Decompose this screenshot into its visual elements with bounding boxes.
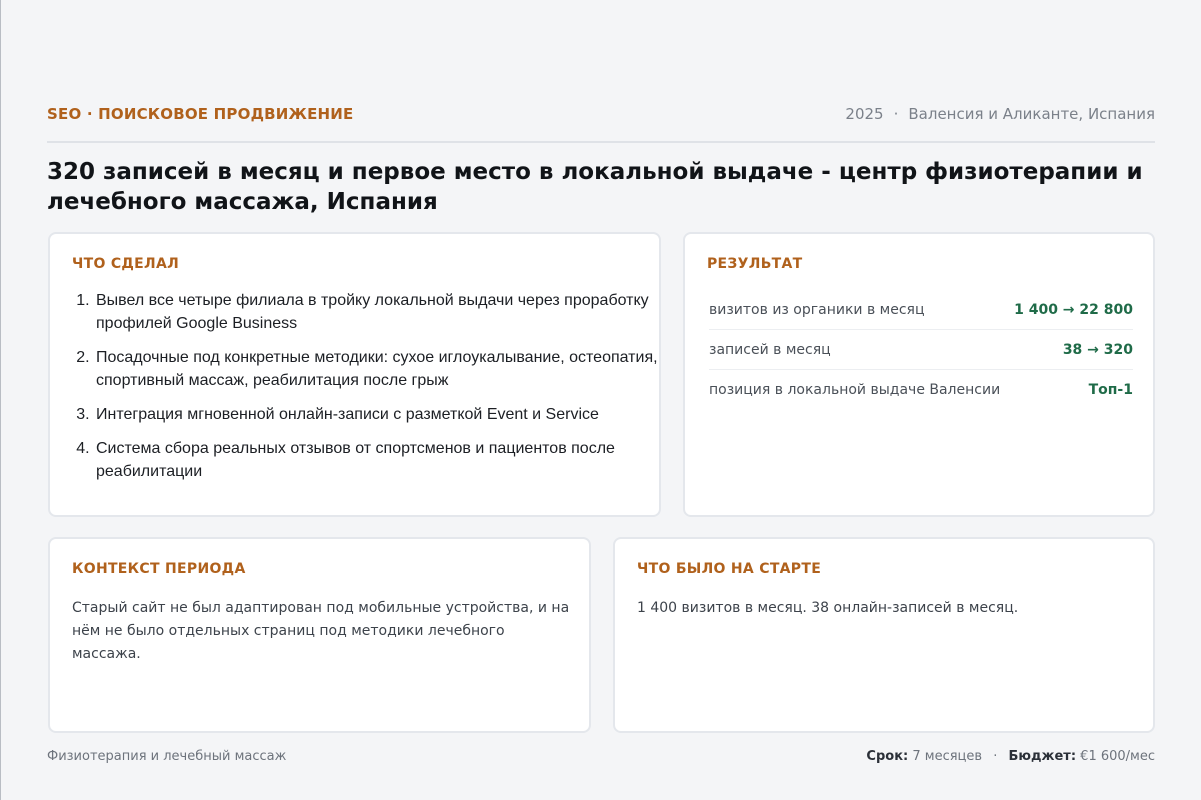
metric-value: 1 400 → 22 800 — [1014, 301, 1133, 318]
start-text: 1 400 визитов в месяц. 38 онлайн-записей в месяц. — [637, 600, 1019, 616]
context-text: Старый сайт не был адаптирован под мобильные устройства, и на нём не было отдельных страниц под методики лечебного массажа. — [72, 600, 570, 662]
metric-row — [709, 330, 1133, 370]
metric-row — [709, 290, 1133, 330]
result-card — [683, 232, 1155, 517]
metric-label: визитов из органики в месяц — [709, 301, 925, 318]
metric-value: Топ-1 — [1088, 382, 1133, 398]
term-value: 7 месяцев — [912, 749, 983, 764]
metrics-table — [709, 290, 1133, 410]
budget-value: €1 600/мес — [1080, 749, 1155, 764]
meta-separator: · — [893, 105, 899, 123]
context-card — [48, 537, 591, 733]
what-done-heading: ЧТО СДЕЛАЛ — [72, 256, 180, 272]
start-card — [613, 537, 1155, 733]
case-title: 320 записей в месяц и первое место в локальной выдаче - центр физиотерапии и лечебного массажа, Испания — [47, 159, 1143, 215]
what-done-card — [48, 232, 661, 517]
case-header — [47, 105, 1155, 143]
metric-value: 38 → 320 — [1062, 341, 1133, 358]
terms-separator: · — [993, 749, 998, 764]
metric-row — [709, 370, 1133, 410]
niche-label: Физиотерапия и лечебный массаж — [47, 749, 287, 764]
metric-label: записей в месяц — [709, 341, 831, 358]
case-meta — [845, 105, 1155, 123]
list-item: 3. Интеграция мгновенной онлайн-записи с разметкой Event и Service — [94, 403, 659, 426]
budget-label: Бюджет: — [1008, 749, 1077, 764]
result-heading: РЕЗУЛЬТАТ — [707, 256, 803, 272]
list-item: 4. Система сбора реальных отзывов от спортсменов и пациентов после реабилитации — [94, 437, 659, 483]
start-heading: ЧТО БЫЛО НА СТАРТЕ — [637, 561, 822, 577]
list-item: 1. Вывел все четыре филиала в тройку локальной выдачи через проработку профилей Google Business — [94, 289, 659, 335]
context-heading: КОНТЕКСТ ПЕРИОДА — [72, 561, 246, 577]
case-terms — [866, 749, 1155, 764]
list-item: 2. Посадочные под конкретные методики: сухое иглоукалывание, остеопатия, спортивный массаж, реабилитация после грыж — [94, 346, 659, 392]
what-done-list — [72, 289, 659, 494]
metric-label: позиция в локальной выдаче Валенсии — [709, 382, 1001, 398]
case-year: 2025 — [845, 105, 884, 123]
case-location: Валенсия и Аликанте, Испания — [908, 105, 1155, 123]
category-label: SEO · ПОИСКОВОЕ ПРОДВИЖЕНИЕ — [47, 105, 354, 123]
term-label: Срок: — [866, 749, 909, 764]
